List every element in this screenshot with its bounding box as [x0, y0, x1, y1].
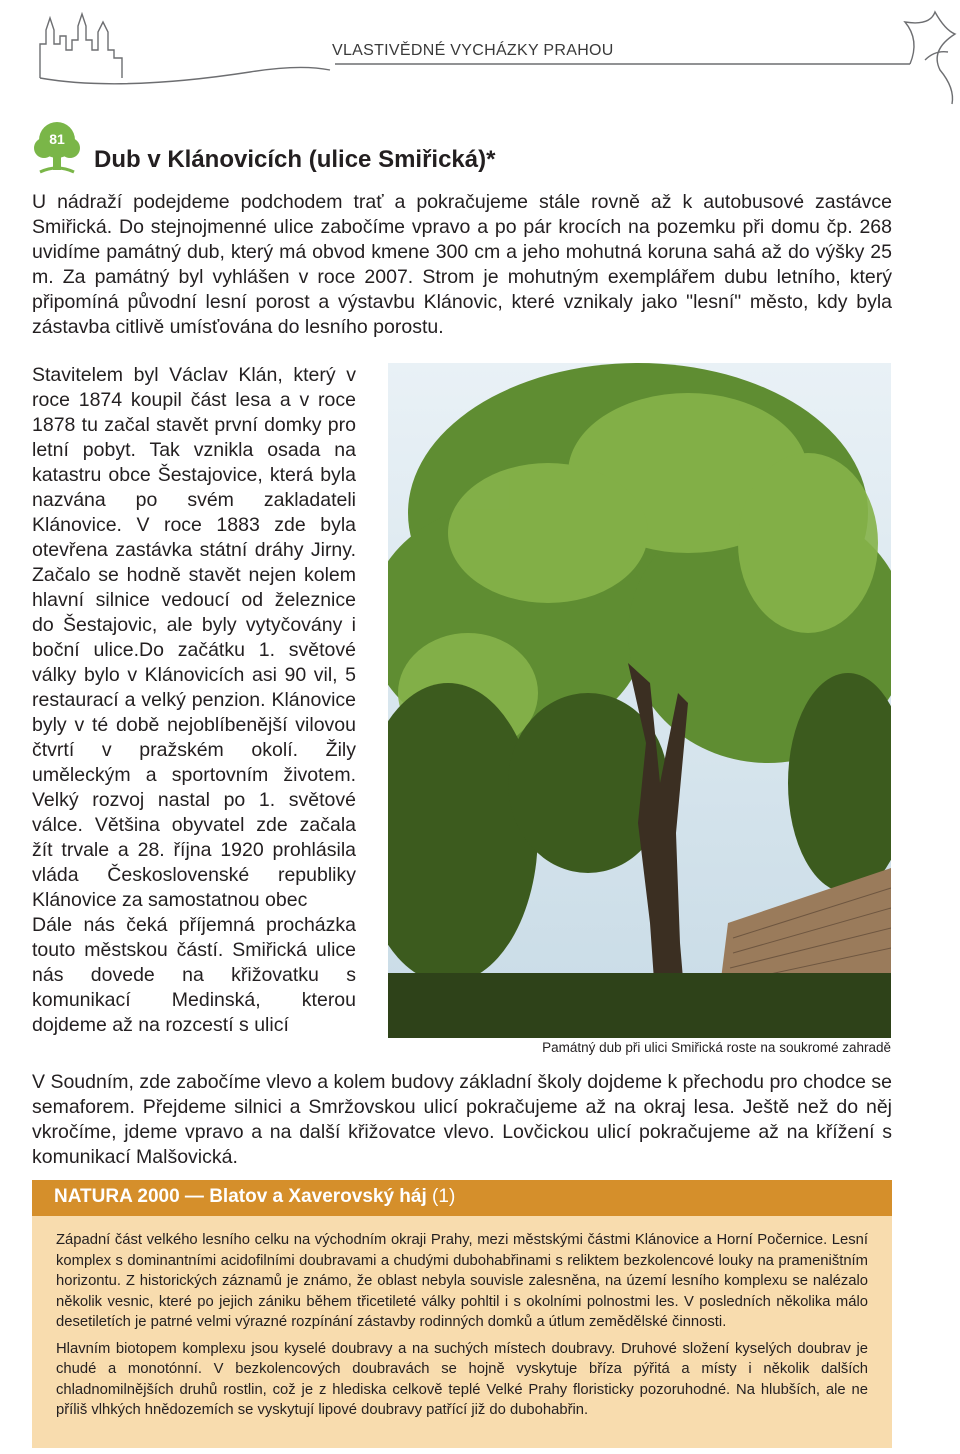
article-title: Dub v Klánovicích (ulice Smiřická)* [94, 146, 496, 173]
natura-title-suffix: (1) [432, 1186, 456, 1207]
walk-paragraph: Dále nás čeká příjemná procházka touto městskou částí. Smiřická ulice nás dovede na křižovatku s komunikací Medinská, kterou dojdeme až na rozcestí s ulicí [32, 914, 356, 1036]
badge-number: 81 [49, 131, 65, 147]
oak-photo [388, 363, 891, 1038]
natura-paragraph: Západní část velkého lesního celku na východním okraji Prahy, mezi městskými částmi Klánovice a Horní Počernice. Lesní komplex s dominantními acidofilními doubravami a chudými dubohabřinami s reliktem bezkolencové louky na prameništním horizontu. Z historických záznamů je známo, že oblast nebyla souvisle zalesněna, na území lesního komplexu se nalézalo několik vesnic, které po jejich zániku během třicetileté války pohltil i s okolními polnostmi les. V posledních několika málo desetiletích je patrné velmi výrazné rozpínání zástavby rodinných domků a útlum zemědělské činnosti. [56, 1232, 868, 1330]
natura-title-text: NATURA 2000 — Blatov a Xaverovský háj [54, 1186, 427, 1207]
natura-title [54, 1186, 455, 1208]
header-ornament [0, 0, 960, 120]
prague-skyline-icon [40, 14, 122, 78]
history-paragraph: Stavitelem byl Václav Klán, který v roce 1874 koupil část lesa a v roce 1878 tu začal stavět první domky pro letní pobyt. Tak vznikla osada na katastru obce Šestajovice, která byla nazvána po svém zakladateli Klánovice. V roce 1883 zde byla otevřena zastávka státní dráhy Jirny. Začalo se hodně stavět nejen kolem hlavní silnice vedoucí od železnice do Šestajovic, ale byly vytyčovány i boční ulice.Do začátku 1. světové války bylo v Klánovicích asi 90 vil, 5 restaurací a velký penzion. Klánovice byly v té době nejoblíbenější vilovou čtvrtí v pražském okolí. Žily uměleckým a sportovním životem. Velký rozvoj nastal po 1. světové válce. Většina obyvatel zde začala žít trvale a 28. října 1920 prohlásila vláda Československé republiky Klánovice za samostatnou obec [32, 364, 356, 911]
tree-badge-icon [32, 120, 82, 176]
continuation-paragraph: V Soudním, zde zabočíme vlevo a kolem budovy základní školy dojdeme k přechodu pro chodce se semaforem. Přejdeme silnici a Smržovskou ulicí pokračujeme až na okraj lesa. Ještě než do něj vkročíme, jdeme vpravo a na další křižovatce vlevo. Lovčickou ulicí pokračujeme až na křížení s komunikací Malšovická. [32, 1071, 892, 1168]
natura-box-body [32, 1216, 892, 1448]
leaf-ornament-icon [905, 12, 955, 104]
history-column [32, 363, 356, 1038]
photo-caption: Památný dub při ulici Smiřická roste na soukromé zahradě [542, 1040, 891, 1055]
natura-paragraph: Hlavním biotopem komplexu jsou kyselé doubravy a na suchých místech doubravy. Druhové složení kyselých doubrav je chudé a monotónní. V bezkolencových doubravách se hojně vyskytuje bříza pýřitá a místy i několik dalších chladnomilnějších druhů rostlin, což je z hlediska celkově teplé Velké Prahy floristicky pozoruhodné. Na hlubších, ale ne příliš vlhkých hnědozemích se vyskytují lipové doubravy patřící již do dubohabřin. [56, 1340, 868, 1418]
natura-box-header [32, 1180, 892, 1216]
intro-paragraph: U nádraží podejdeme podchodem trať a pokračujeme stále rovně až k autobusové zastávce Smiřická. Do stejnojmenné ulice zabočíme vpravo a po pár krocích na pozemku při domu čp. 268 uvidíme památný dub, který má obvod kmene 300 cm a jeho mohutná koruna sahá až do výšky 25 m. Za památný byl vyhlášen v roce 2007. Strom je mohutným exemplářem dubu letního, který připomíná původní lesní porost a výstavbu Klánovic, které vznikaly jako "lesní" město, kdy byla zástavba citlivě umísťována do lesního porostu. [32, 191, 892, 338]
series-title: VLASTIVĚDNÉ VYCHÁZKY PRAHOU [332, 42, 614, 59]
